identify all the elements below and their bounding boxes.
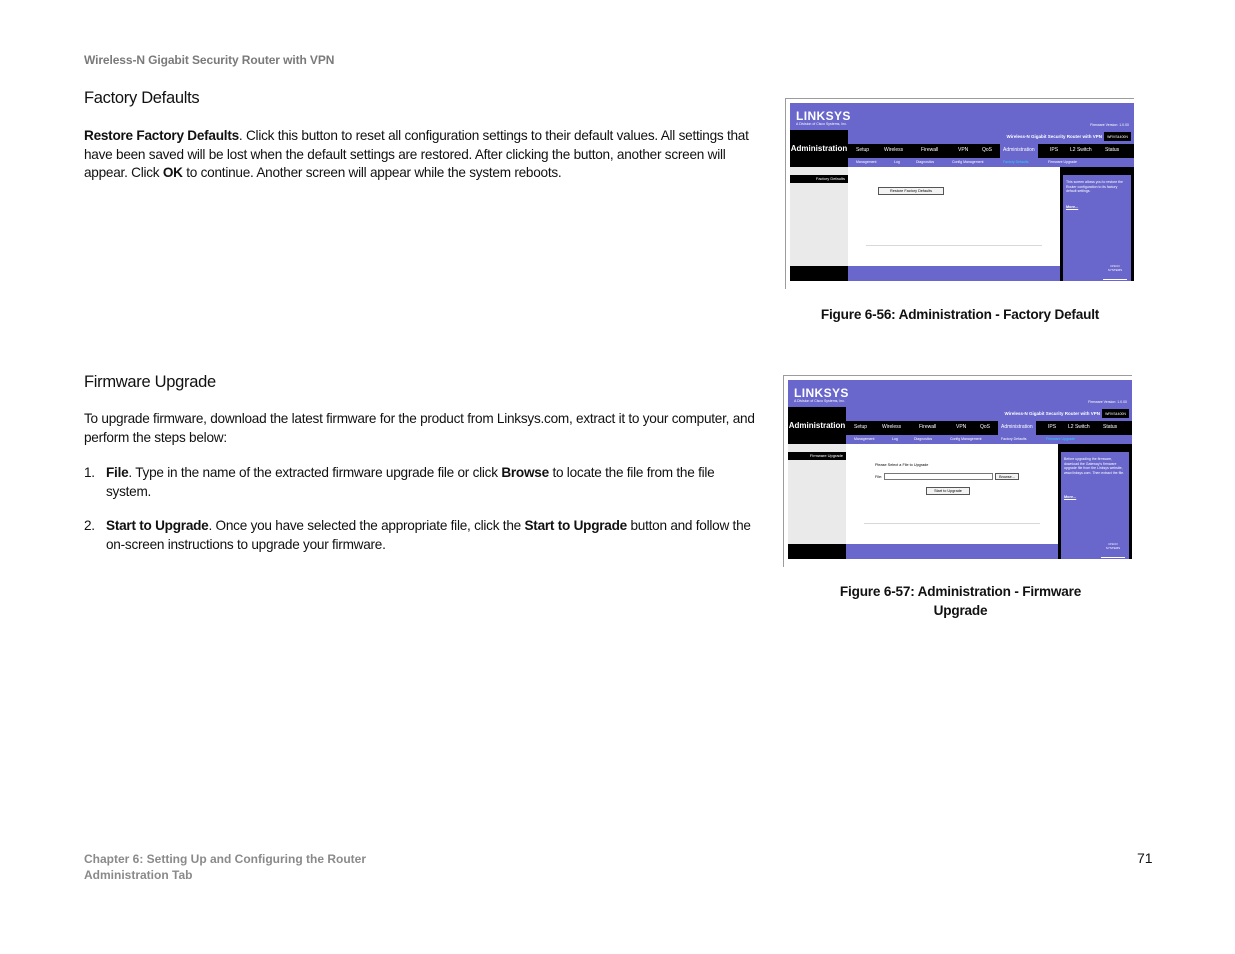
firmware-version: Firmware Version: 1.0.00 — [1088, 400, 1127, 404]
linksys-logo: LINKSYS — [796, 109, 851, 123]
cisco-bars-icon — [1103, 274, 1127, 280]
factory-defaults-paragraph — [84, 127, 760, 183]
subtab-firmware-upgrade[interactable]: Firmware Upgrade — [1046, 437, 1075, 441]
step-text-part: . Once you have selected the appropriate file, click the — [208, 518, 525, 533]
cisco-logo-text: CISCO SYSTEMS — [1107, 264, 1123, 272]
help-text: Before upgrading the firmware, download the Gateway's firmware upgrade file from the Linksys website, www.linksys.com. Then extract the file. — [1064, 457, 1125, 475]
main-footer — [846, 544, 1058, 559]
figure-caption-56: Figure 6-56: Administration - Factory Default — [820, 307, 1100, 322]
model-number: WRVS4400N — [1104, 132, 1131, 141]
term-browse: Browse — [501, 465, 549, 480]
subtab-log[interactable]: Log — [894, 160, 900, 164]
page-number: 71 — [1137, 850, 1153, 866]
tab-qos[interactable]: QoS — [980, 424, 991, 430]
tab-setup[interactable]: Setup — [856, 147, 870, 153]
tab-setup[interactable]: Setup — [854, 424, 868, 430]
divider — [866, 245, 1042, 246]
firmware-intro: To upgrade firmware, download the latest firmware for the product from Linksys.com, extract it to your computer, and perform the steps below: — [84, 411, 755, 445]
subtab-management[interactable]: Management — [856, 160, 877, 164]
upgrade-prompt: Please Select a File to Upgrade — [875, 463, 929, 467]
subtab-factory-defaults[interactable]: Factory Defaults — [1003, 160, 1029, 164]
figure-caption-line-1: Figure 6-57: Administration - Firmware — [839, 584, 1082, 599]
logo-subtitle: A Division of Cisco Systems, Inc. — [794, 399, 845, 403]
figure-caption-line-2: Upgrade — [933, 603, 988, 618]
firmware-upgrade-screenshot — [783, 375, 1132, 567]
step-number: 1. — [84, 465, 95, 480]
sub-tabs — [846, 435, 1132, 444]
help-text: This screen allows you to restore the Router configuration to its factory default settings. — [1066, 180, 1123, 193]
tab-firewall[interactable]: Firewall — [919, 424, 937, 430]
left-column — [790, 167, 848, 281]
tab-ips[interactable]: IPS — [1048, 424, 1057, 430]
subtab-diagnostics[interactable]: Diagnostics — [916, 160, 935, 164]
left-footer — [790, 266, 848, 281]
tab-ips[interactable]: IPS — [1050, 147, 1059, 153]
page-footer — [84, 851, 366, 883]
term-restore-factory-defaults: Restore Factory Defaults — [84, 128, 239, 143]
linksys-logo: LINKSYS — [794, 386, 849, 400]
step-1 — [84, 464, 760, 501]
paragraph-text: to continue. Another screen will appear while the system reboots. — [182, 165, 562, 180]
section-label: Administration — [788, 407, 846, 444]
paragraph-text: . Click this button to reset all configuration settings to their default values. All settings that have been saved will be lost when the default settings are restored. After clicking the button, another screen will appear. Click — [84, 128, 749, 180]
main-footer — [848, 266, 1060, 281]
figure-caption-57 — [786, 582, 1135, 620]
step-2 — [84, 517, 760, 554]
tab-wireless[interactable]: Wireless — [882, 424, 902, 430]
tab-l2-switch[interactable]: L2 Switch — [1068, 424, 1090, 430]
model-number: WRVS4400N — [1102, 409, 1129, 418]
term-file: File — [106, 465, 129, 480]
product-bar — [848, 130, 1134, 144]
term-start-to-upgrade-button: Start to Upgrade — [524, 518, 627, 533]
tab-status[interactable]: Status — [1105, 147, 1120, 153]
tab-vpn[interactable]: VPN — [958, 147, 969, 153]
subtab-factory-defaults[interactable]: Factory Defaults — [1001, 437, 1027, 441]
help-panel — [1058, 444, 1132, 559]
term-start-to-upgrade: Start to Upgrade — [106, 518, 209, 533]
running-header: Wireless-N Gigabit Security Router with VPN — [84, 53, 335, 67]
tab-qos[interactable]: QoS — [982, 147, 993, 153]
step-text-part: . Type in the name of the extracted firmware upgrade file or click — [128, 465, 502, 480]
product-name: Wireless-N Gigabit Security Router with VPN — [1004, 411, 1100, 416]
subtab-log[interactable]: Log — [892, 437, 898, 441]
subtab-config-management[interactable]: Config Management — [952, 160, 984, 164]
section-label: Administration — [790, 130, 848, 167]
tab-firewall[interactable]: Firewall — [921, 147, 939, 153]
logo-subtitle: A Division of Cisco Systems, Inc. — [796, 122, 847, 126]
footer-section: Administration Tab — [84, 868, 193, 882]
cisco-logo-text: CISCO SYSTEMS — [1105, 542, 1121, 550]
footer-chapter: Chapter 6: Setting Up and Configuring the Router — [84, 852, 366, 866]
step-number: 2. — [84, 518, 95, 533]
left-section-label: Factory Defaults — [790, 175, 848, 183]
tab-status[interactable]: Status — [1103, 424, 1118, 430]
file-input[interactable] — [884, 473, 993, 480]
factory-defaults-title: Factory Defaults — [84, 89, 200, 107]
left-section-label: Firmware Upgrade — [788, 452, 846, 460]
more-link[interactable]: More... — [1066, 205, 1079, 209]
tab-administration[interactable]: Administration — [998, 421, 1036, 435]
help-panel — [1060, 167, 1134, 281]
start-to-upgrade-button[interactable]: Start to Upgrade — [926, 487, 970, 495]
term-ok: OK — [162, 165, 183, 180]
tab-l2-switch[interactable]: L2 Switch — [1070, 147, 1092, 153]
step-text-part: button and follow the on-screen instructions to upgrade your firmware. — [106, 518, 751, 552]
step-text — [106, 464, 760, 501]
help-panel-inner — [1063, 175, 1131, 281]
tab-wireless[interactable]: Wireless — [884, 147, 904, 153]
router-header — [788, 380, 1132, 407]
step-text-part: to locate the file from the file system. — [106, 465, 715, 499]
firmware-upgrade-title: Firmware Upgrade — [84, 373, 216, 391]
sub-tabs — [848, 158, 1134, 167]
browse-button[interactable]: Browse... — [995, 473, 1019, 480]
tab-administration[interactable]: Administration — [1000, 144, 1038, 158]
left-footer — [788, 544, 846, 559]
subtab-firmware-upgrade[interactable]: Firmware Upgrade — [1048, 160, 1077, 164]
restore-factory-defaults-button[interactable]: Restore Factory Defaults — [878, 187, 944, 195]
subtab-diagnostics[interactable]: Diagnostics — [914, 437, 933, 441]
main-tabs — [848, 144, 1134, 158]
more-link[interactable]: More... — [1064, 495, 1077, 499]
product-bar — [846, 407, 1132, 421]
cisco-bars-icon — [1101, 552, 1125, 558]
tab-vpn[interactable]: VPN — [956, 424, 967, 430]
main-tabs — [846, 421, 1132, 435]
step-text — [106, 517, 760, 554]
divider — [864, 523, 1040, 524]
subtab-config-management[interactable]: Config Management — [950, 437, 982, 441]
cisco-logo — [1103, 264, 1127, 278]
cisco-logo — [1101, 542, 1125, 556]
left-column — [788, 444, 846, 559]
factory-defaults-screenshot — [785, 98, 1134, 289]
product-name: Wireless-N Gigabit Security Router with VPN — [1006, 134, 1102, 139]
subtab-management[interactable]: Management — [854, 437, 875, 441]
help-panel-inner — [1061, 452, 1129, 559]
file-label: File: — [875, 475, 883, 479]
router-header — [790, 103, 1134, 130]
firmware-version: Firmware Version: 1.0.00 — [1090, 123, 1129, 127]
